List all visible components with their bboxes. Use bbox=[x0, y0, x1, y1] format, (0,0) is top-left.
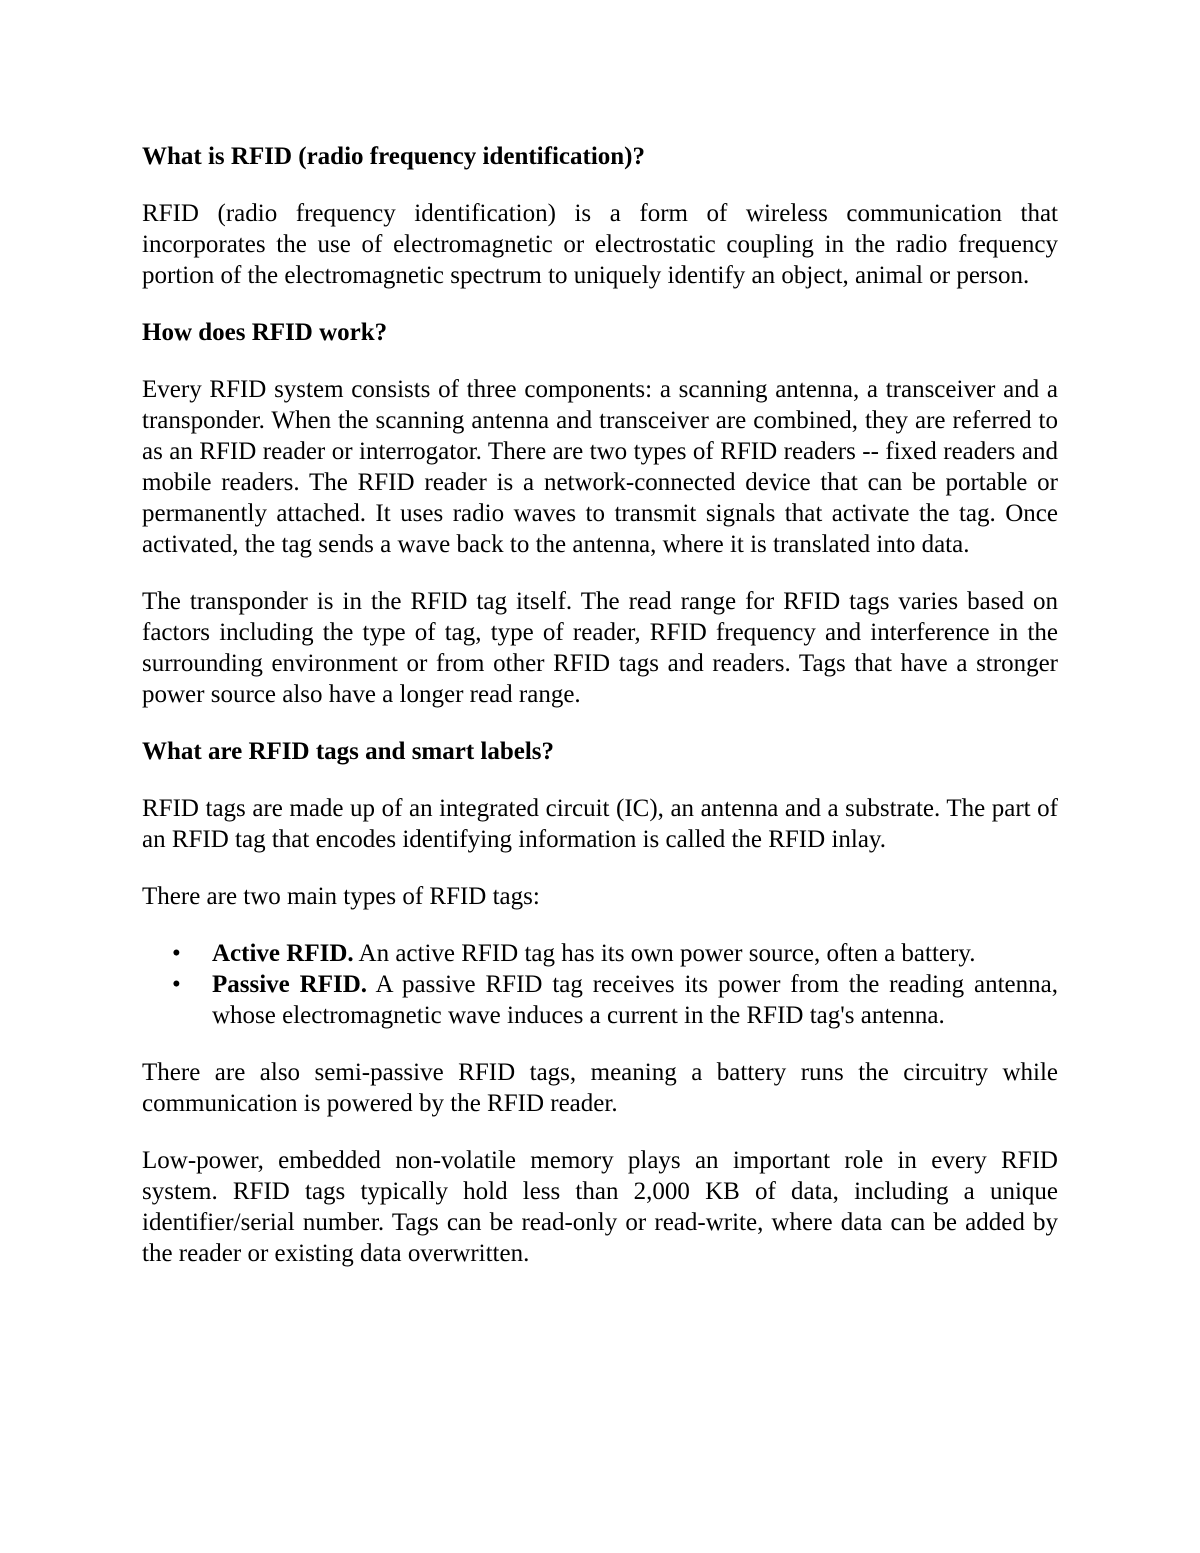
paragraph-rfid-definition: RFID (radio frequency identification) is a form of wireless communication that incorporates the use of electromagnetic or electrostatic coupling in the radio frequency portion of the electromagnetic spectrum to uniquely identify an object, animal or person. bbox=[142, 200, 1058, 289]
bullet-term-passive: Passive RFID. bbox=[212, 971, 367, 998]
section-heading-what-is-rfid: What is RFID (radio frequency identification)? bbox=[142, 143, 645, 170]
list-item-active-rfid bbox=[142, 938, 1058, 969]
paragraph-rfid-tag-makeup: RFID tags are made up of an integrated circuit (IC), an antenna and a substrate. The part of an RFID tag that encodes identifying information is called the RFID inlay. bbox=[142, 795, 1058, 853]
bullet-term-active: Active RFID. bbox=[212, 940, 354, 967]
paragraph-rfid-components: Every RFID system consists of three components: a scanning antenna, a transceiver and a transponder. When the scanning antenna and transceiver are combined, they are referred to as an RFID reader or interrogator. There are two types of RFID readers -- fixed readers and mobile readers. The RFID reader is a network-connected device that can be portable or permanently attached. It uses radio waves to transmit signals that activate the tag. Once activated, the tag sends a wave back to the antenna, where it is translated into data. bbox=[142, 376, 1058, 558]
section-heading-rfid-tags: What are RFID tags and smart labels? bbox=[142, 738, 555, 765]
paragraph-memory-and-data: Low-power, embedded non-volatile memory plays an important role in every RFID system. RFID tags typically hold less than 2,000 KB of data, including a unique identifier/serial number. Tags can be read-only or read-write, where data can be added by the reader or existing data overwritten. bbox=[142, 1147, 1058, 1267]
list-item-passive-rfid bbox=[142, 969, 1058, 1031]
bullet-icon: • bbox=[172, 971, 181, 998]
paragraph-semi-passive-tags: There are also semi-passive RFID tags, meaning a battery runs the circuitry while communication is powered by the RFID reader. bbox=[142, 1059, 1058, 1117]
tag-types-list bbox=[142, 938, 1058, 1031]
paragraph-tag-types-intro: There are two main types of RFID tags: bbox=[142, 883, 540, 910]
bullet-icon: • bbox=[172, 940, 181, 967]
bullet-text-active: An active RFID tag has its own power source, often a battery. bbox=[353, 940, 976, 967]
document-page bbox=[142, 141, 1058, 1295]
paragraph-transponder-read-range: The transponder is in the RFID tag itself. The read range for RFID tags varies based on factors including the type of tag, type of reader, RFID frequency and interference in the surrounding environment or from other RFID tags and readers. Tags that have a stronger power source also have a longer read range. bbox=[142, 588, 1058, 708]
bullet-text-passive: A passive RFID tag receives its power from the reading antenna, whose electromagnetic wave induces a current in the RFID tag's antenna. bbox=[212, 971, 1058, 1029]
section-heading-how-rfid-works: How does RFID work? bbox=[142, 319, 388, 346]
